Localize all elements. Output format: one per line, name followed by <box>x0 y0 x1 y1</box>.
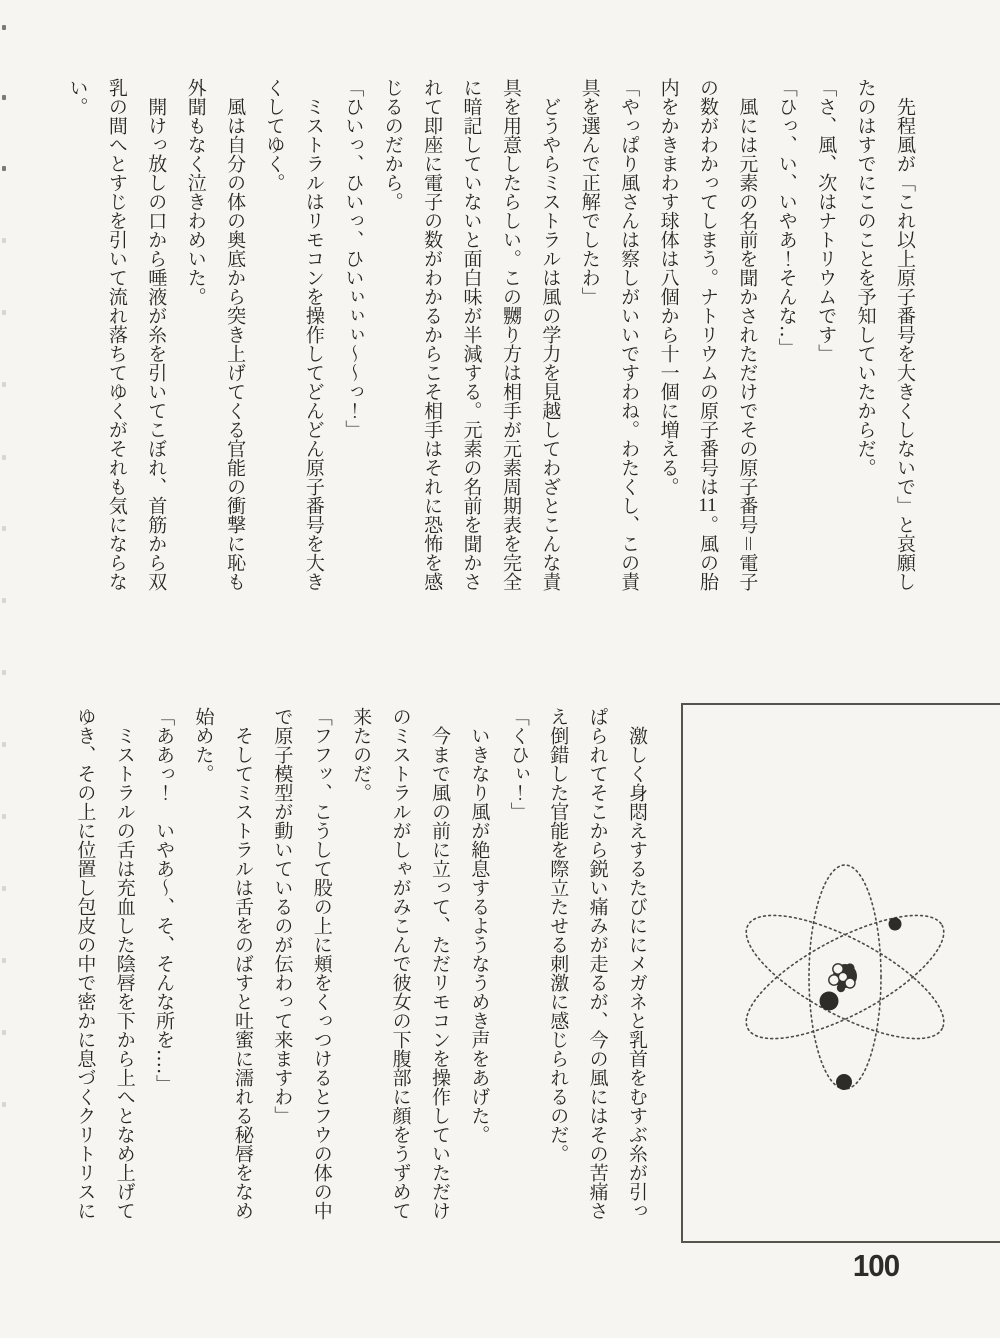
edge-speck <box>2 598 6 603</box>
atom-diagram-box <box>681 703 1000 1243</box>
edge-speck <box>2 310 6 315</box>
page-number: 100 <box>852 1248 900 1283</box>
paragraph: 先程風が「これ以上原子番号を大きくしないで」と哀願したのはすでにこのことを予知していたからだ。 <box>854 78 915 591</box>
paragraph: 風には元素の名前を聞かされただけでその原子番号＝電子の数がわかってしまう。ナトリウムの原子番号は11。風の胎内をかきまわす球体は八個から十一個に増える。 <box>657 78 758 592</box>
atom-diagram <box>683 705 1000 1241</box>
paragraph: 「くひぃ！」 <box>507 707 529 821</box>
tate-chu-yoko-number: 11 <box>698 496 717 515</box>
electron-lower-left <box>820 992 839 1011</box>
bottom-text-block <box>64 707 656 1223</box>
edge-speck <box>2 886 6 891</box>
paragraph: そしてミストラルは舌をのばすと吐蜜に濡れる秘唇をなめ始めた。 <box>192 707 253 1220</box>
electron-top-right <box>889 918 902 931</box>
edge-speck <box>2 1030 6 1035</box>
edge-speck <box>2 166 6 171</box>
electron-bottom <box>836 1074 852 1090</box>
paragraph: ミストラルはリモコンを操作してどんどん原子番号を大きくしてゆく。 <box>263 78 324 591</box>
paragraph: 「ひいっ、ひいっ、ひいぃぃぃ～～っ！」 <box>342 78 364 439</box>
electrons <box>820 918 902 1091</box>
paragraph: 激しく身悶えするたびににメガネと乳首をむすぶ糸が引っぱられてそこから鋭い痛みが走るが、今の風にはその苦痛さえ倒錯した官能を際立たせる刺激に感じられるのだ。 <box>547 707 647 1220</box>
edge-speck <box>2 958 6 963</box>
paragraph: 今まで風の前に立って、ただリモコンを操作していただけのミストラルがしゃがみこんで彼女の下腹部に顔をうずめて来たのだ。 <box>350 707 450 1220</box>
edge-speck <box>2 238 6 243</box>
paragraph: 「フフッ、こうして股の上に頬をくっつけるとフウの体の中で原子模型が動いているのが伝わって来ますわ」 <box>271 707 332 1220</box>
paragraph: 「ああっ！ いやあ～、そ、そんな所を‥‥」 <box>153 707 175 1094</box>
paragraph: ミストラルの舌は充血した陰唇を下から上へとなめ上げてゆき、その上に位置し包皮の中で密かに息づくクリトリスに <box>74 707 135 1220</box>
edge-speck <box>2 742 6 747</box>
paragraph: 「やっぱり風さんは察しがいいですわね。わたくし、この責具を選んで正解でしたわ」 <box>578 78 640 591</box>
edge-speck <box>2 814 6 819</box>
edge-speck <box>2 1102 6 1107</box>
paragraph: 「ひっ、い、いやあ！そんな‥」 <box>775 78 797 357</box>
edge-speck <box>2 455 6 460</box>
edge-speck <box>2 95 6 100</box>
edge-speck <box>2 25 6 30</box>
paragraph: 開けっ放しの口から唾液が糸を引いてこぼれ、首筋から双乳の間へとすじを引いて流れ落ちてゆくがそれも気にならない。 <box>66 78 167 591</box>
paragraph: 「さ、風、次はナトリウムです」 <box>815 78 837 363</box>
paragraph: どうやらミストラルは風の学力を見越してわざとこんな責具を用意したらしい。この嬲り方は相手が元素周期表を完全に暗記していないと面白味が半減する。元素の名前を聞かされて即座に電子の数がわかるからこそ相手はそれに恐怖を感じるのだから。 <box>381 78 561 591</box>
nucleus <box>829 963 857 992</box>
paragraph: いきなり風が絶息するようなうめき声をあげた。 <box>468 726 490 1144</box>
edge-speck <box>2 382 6 387</box>
paragraph: 風は自分の体の奥底から突き上げてくる官能の衝撃に恥も外聞もなく泣きわめいた。 <box>184 78 246 591</box>
edge-speck <box>2 670 6 675</box>
scan-edge-marks <box>0 0 10 1338</box>
edge-speck <box>2 526 6 531</box>
top-text-block <box>56 78 924 594</box>
